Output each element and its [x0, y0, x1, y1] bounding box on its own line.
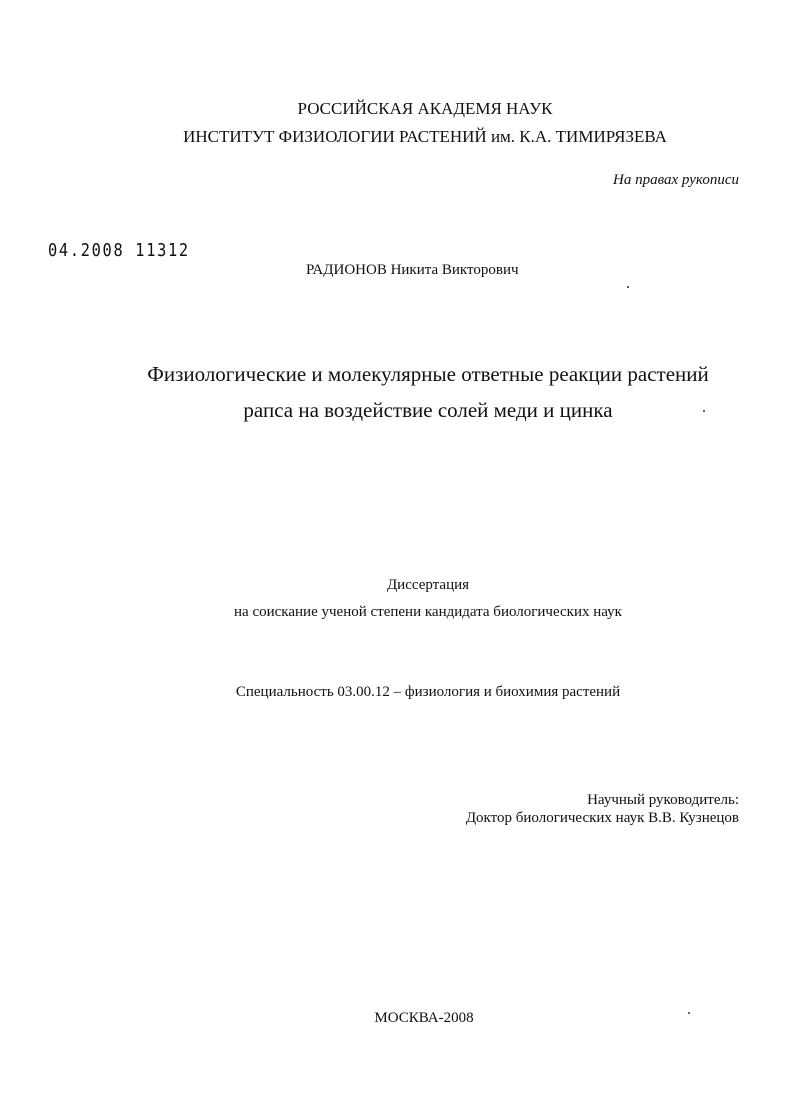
thesis-title-line-1: Физиологические и молекулярные ответные реакции растений: [147, 362, 709, 386]
author-name: РАДИОНОВ Никита Викторович: [306, 262, 519, 278]
speciality: Специальность 03.00.12 – физиология и биохимия растений: [235, 684, 621, 700]
advisor-label: Научный руководитель:: [587, 792, 739, 808]
document-type: Диссертация: [386, 577, 470, 593]
thesis-title-line-2: рапса на воздействие солей меди и цинка: [243, 398, 613, 422]
degree-statement: на соискание ученой степени кандидата биологических наук: [234, 604, 622, 620]
rights-note: На правах рукописи: [613, 172, 739, 188]
academy-name: РОССИЙСКАЯ АКАДЕМЯ НАУК: [297, 99, 553, 118]
advisor-name: Доктор биологических наук В.В. Кузнецов: [465, 810, 739, 826]
institute-name: ИНСТИТУТ ФИЗИОЛОГИИ РАСТЕНИЙ им. К.А. ТИМИРЯЗЕВА: [183, 127, 667, 146]
scan-speck: [703, 410, 705, 412]
city-year: МОСКВА-2008: [374, 1010, 474, 1026]
scan-speck: [627, 286, 629, 288]
archive-stamp: 04.2008 11312: [48, 240, 190, 261]
scan-speck: [688, 1012, 690, 1014]
